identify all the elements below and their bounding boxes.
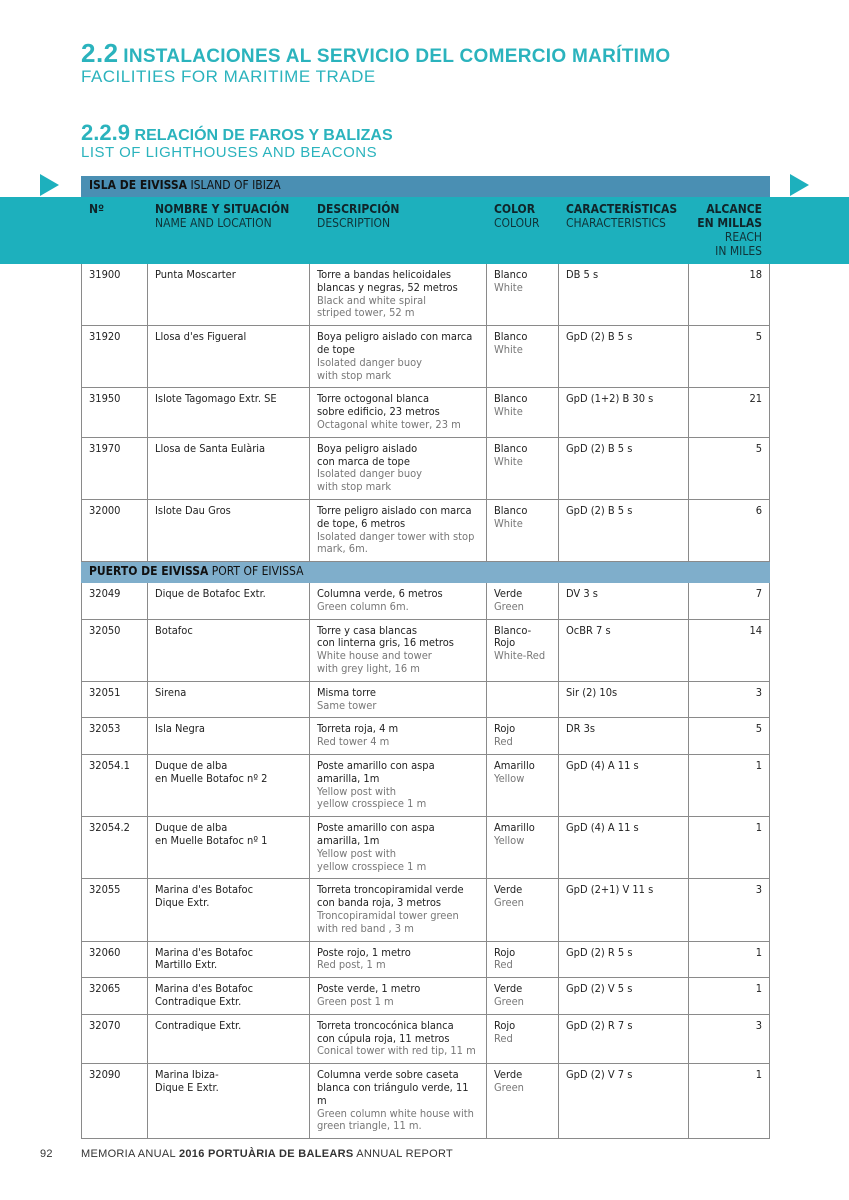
col-header-num: Nº [82,197,148,264]
table-row [82,264,770,326]
cell-reach: 6 [689,499,770,561]
desc-en-line: Green column white house with [317,1106,474,1120]
cell-characteristics: GpD (1+2) B 30 s [559,388,689,437]
footer-text-pre: MEMORIA ANUAL [81,1148,176,1160]
cell-num: 32055 [82,879,148,941]
page-footer [40,1148,453,1160]
cell-colour [487,681,559,718]
desc-en-line: Green post 1 m [317,994,394,1008]
name-line: Duque de alba [155,821,228,835]
section-title-es: PUERTO DE EIVISSA [89,564,209,578]
cell-characteristics: GpD (4) A 11 s [559,754,689,816]
desc-en-line: Isolated danger buoy [317,467,423,481]
section-title-es: ISLA DE EIVISSA [89,178,188,192]
cell-name [148,718,310,755]
desc-en-line: Isolated danger tower with stop [317,529,475,543]
cell-num: 32065 [82,978,148,1015]
desc-en-line: Black and white spiral [317,293,426,307]
cell-characteristics: DV 3 s [559,583,689,620]
cell-characteristics: GpD (2) V 5 s [559,978,689,1015]
cell-colour [487,754,559,816]
table-row [82,718,770,755]
colour-en: Green [494,994,524,1008]
cell-colour [487,583,559,620]
name-line: Islote Dau Gros [155,503,231,517]
desc-es-line: de tope, 6 metros [317,516,406,530]
name-line: Llosa d'es Figueral [155,330,247,344]
table-row [82,499,770,561]
cell-description [310,978,487,1015]
cell-num: 31950 [82,388,148,437]
section-title-en: PORT OF EIVISSA [211,564,304,578]
cell-description [310,941,487,978]
cell-num: 32054.2 [82,817,148,879]
subsection-title-en: LIST OF LIGHTHOUSES AND BEACONS [81,144,378,161]
cell-characteristics: GpD (2+1) V 11 s [559,879,689,941]
desc-es-line: Poste verde, 1 metro [317,982,421,996]
cell-num: 32051 [82,681,148,718]
desc-en-line: Troncopiramidal tower green [317,908,459,922]
cell-description [310,817,487,879]
cell-description [310,1014,487,1063]
colour-es: Rojo [494,722,516,736]
table-row [82,1064,770,1139]
subsection-number: 2.2.9 [81,120,130,145]
section-title [82,177,770,197]
desc-en-line: yellow crosspiece 1 m [317,797,427,811]
table-row [82,978,770,1015]
cell-characteristics: GpD (2) R 7 s [559,1014,689,1063]
desc-es-line: amarilla, 1m [317,771,380,785]
cell-reach: 5 [689,437,770,499]
cell-reach: 18 [689,264,770,326]
cell-colour [487,437,559,499]
cell-characteristics: OcBR 7 s [559,619,689,681]
cell-characteristics: GpD (2) B 5 s [559,326,689,388]
cell-description [310,583,487,620]
colour-es: Blanco [494,392,528,406]
lighthouse-table-port [81,562,770,1139]
desc-es-line: con banda roja, 3 metros [317,896,442,910]
cell-name [148,978,310,1015]
cell-name [148,754,310,816]
cell-reach: 1 [689,754,770,816]
cell-colour [487,978,559,1015]
desc-en-line: yellow crosspiece 1 m [317,859,427,873]
colour-en: Red [494,735,513,749]
desc-es-line: blanca con triángulo verde, 11 m [317,1080,469,1107]
colour-en: Green [494,896,524,910]
cell-name [148,879,310,941]
table-row [82,388,770,437]
table-row [82,1014,770,1063]
col-header-color: COLOR COLOUR [487,197,559,264]
col-header-char: CARACTERÍSTICAS CHARACTERISTICS [559,197,689,264]
desc-es-line: Torre y casa blancas [317,623,418,637]
cell-characteristics: GpD (4) A 11 s [559,817,689,879]
cell-description [310,326,487,388]
table-row [82,437,770,499]
cell-reach: 7 [689,583,770,620]
cell-colour [487,264,559,326]
cell-colour [487,388,559,437]
colour-es: Verde [494,883,523,897]
name-line: Marina d'es Botafoc [155,883,254,897]
name-line: en Muelle Botafoc nº 1 [155,833,268,847]
desc-es-line: sobre edificio, 23 metros [317,405,440,419]
name-line: Marina Ibiza- [155,1068,219,1082]
desc-es-line: con marca de tope [317,454,410,468]
colour-es: Blanco- Rojo [494,623,532,650]
cell-name [148,388,310,437]
colour-en: White [494,454,523,468]
cell-reach: 1 [689,978,770,1015]
cell-colour [487,1064,559,1139]
cell-reach: 3 [689,879,770,941]
cell-num: 32000 [82,499,148,561]
name-line: Dique Extr. [155,896,210,910]
colour-es: Verde [494,1068,523,1082]
name-line: Sirena [155,685,187,699]
section-row-island [82,177,770,197]
cell-num: 32049 [82,583,148,620]
cell-characteristics: DB 5 s [559,264,689,326]
colour-en: Red [494,1031,513,1045]
colour-en: Green [494,599,524,613]
desc-es-line: Boya peligro aislado con marca [317,330,473,344]
table-row [82,681,770,718]
cell-colour [487,499,559,561]
cell-num: 32070 [82,1014,148,1063]
cell-reach: 1 [689,1064,770,1139]
desc-es-line: Torreta troncocónica blanca [317,1018,454,1032]
name-line: Botafoc [155,623,193,637]
desc-en-line: with stop mark [317,368,392,382]
cell-name [148,1064,310,1139]
colour-es: Blanco [494,441,528,455]
cell-description [310,264,487,326]
cell-description [310,681,487,718]
col-header-reach: ALCANCE EN MILLAS REACH IN MILES [689,197,770,264]
col-header-name: NOMBRE Y SITUACIÓN NAME AND LOCATION [148,197,310,264]
desc-es-line: de tope [317,342,355,356]
desc-en-line: Yellow post with [317,846,396,860]
section-title-es: INSTALACIONES AL SERVICIO DEL COMERCIO MARÍTIMO [123,46,671,67]
desc-es-line: Torre octogonal blanca [317,392,430,406]
lighthouse-table-island [81,176,770,562]
cell-name [148,817,310,879]
cell-num: 32090 [82,1064,148,1139]
desc-es-line: con cúpula roja, 11 metros [317,1031,450,1045]
cell-name [148,941,310,978]
table-row [82,754,770,816]
colour-en: White [494,516,523,530]
name-line: Dique de Botafoc Extr. [155,587,266,600]
table-row [82,879,770,941]
cell-reach: 21 [689,388,770,437]
cell-name [148,326,310,388]
colour-es: Verde [494,587,523,600]
desc-en-line: White house and tower [317,649,432,663]
cell-name [148,264,310,326]
desc-es-line: blancas y negras, 52 metros [317,280,458,294]
name-line: Duque de alba [155,758,228,772]
cell-colour [487,1014,559,1063]
name-line: Isla Negra [155,722,205,736]
colour-es: Verde [494,982,523,996]
cell-characteristics: Sir (2) 10s [559,681,689,718]
subsection-title-es: RELACIÓN DE FAROS Y BALIZAS [134,127,393,144]
cell-colour [487,879,559,941]
desc-es-line: Columna verde, 6 metros [317,587,443,600]
table-row [82,619,770,681]
colour-es: Rojo [494,1018,516,1032]
table-row [82,941,770,978]
name-line: Islote Tagomago Extr. SE [155,392,277,406]
left-header-band [0,197,81,264]
desc-en-line: with grey light, 16 m [317,661,420,675]
table-row [82,326,770,388]
desc-en-line: Yellow post with [317,784,396,798]
cell-name [148,1014,310,1063]
name-line: Marina d'es Botafoc [155,982,254,996]
name-line: en Muelle Botafoc nº 2 [155,771,268,785]
cell-colour [487,619,559,681]
desc-en-line: mark, 6m. [317,542,368,556]
cell-num: 32053 [82,718,148,755]
desc-en-line: with stop mark [317,480,392,494]
cell-num: 32050 [82,619,148,681]
colour-en: White [494,405,523,419]
footer-text-bold: 2016 PORTUÀRIA DE BALEARS [178,1148,354,1160]
desc-en-line: Same tower [317,698,377,712]
desc-es-line: Torreta roja, 4 m [317,722,399,736]
page-number: 92 [40,1148,53,1160]
cell-name [148,437,310,499]
cell-characteristics: DR 3s [559,718,689,755]
cell-name [148,681,310,718]
name-line: Marina d'es Botafoc [155,945,254,959]
cell-reach: 1 [689,941,770,978]
col-header-desc: DESCRIPCIÓN DESCRIPTION [310,197,487,264]
cell-name [148,619,310,681]
left-arrow-icon [40,174,59,196]
desc-es-line: Torre peligro aislado con marca [317,503,472,517]
colour-es: Blanco [494,503,528,517]
cell-colour [487,326,559,388]
desc-en-line: green triangle, 11 m. [317,1119,422,1133]
section-title-en: ISLAND OF IBIZA [190,178,281,192]
cell-reach: 1 [689,817,770,879]
cell-description [310,879,487,941]
desc-en-line: Octagonal white tower, 23 m [317,417,461,431]
section-number: 2.2 [81,38,119,68]
name-line: Martillo Extr. [155,958,218,972]
right-arrow-icon [790,174,809,196]
colour-es: Amarillo [494,821,535,835]
name-line: Contradique Extr. [155,994,242,1008]
cell-description [310,388,487,437]
cell-name [148,499,310,561]
cell-num: 32054.1 [82,754,148,816]
section-title-en: FACILITIES FOR MARITIME TRADE [81,67,376,86]
name-line: Dique E Extr. [155,1080,219,1094]
column-header-row [82,197,770,264]
name-line: Llosa de Santa Eulària [155,441,266,455]
section-heading [81,38,801,87]
desc-es-line: Poste amarillo con aspa [317,758,435,772]
desc-en-line: Isolated danger buoy [317,355,423,369]
desc-en-line: Conical tower with red tip, 11 m [317,1044,476,1058]
colour-en: Red [494,958,513,972]
cell-characteristics: GpD (2) B 5 s [559,499,689,561]
colour-es: Rojo [494,945,516,959]
colour-en: Yellow [494,771,525,785]
cell-num: 32060 [82,941,148,978]
cell-num: 31900 [82,264,148,326]
desc-en-line: Red tower 4 m [317,735,390,749]
cell-description [310,499,487,561]
subsection-heading [81,120,801,161]
cell-colour [487,941,559,978]
cell-num: 31970 [82,437,148,499]
table-row [82,817,770,879]
desc-es-line: Boya peligro aislado [317,441,418,455]
cell-description [310,1064,487,1139]
desc-es-line: Columna verde sobre caseta [317,1068,459,1082]
desc-es-line: con linterna gris, 16 metros [317,636,454,650]
colour-en: White [494,342,523,356]
desc-es-line: Torre a bandas helicoidales [317,268,452,281]
name-line: Contradique Extr. [155,1018,242,1032]
cell-reach: 3 [689,1014,770,1063]
desc-es-line: Poste amarillo con aspa [317,821,435,835]
desc-en-line: with red band , 3 m [317,921,414,935]
desc-es-line: amarilla, 1m [317,833,380,847]
footer-text-post: ANNUAL REPORT [356,1148,454,1160]
desc-es-line: Torreta troncopiramidal verde [317,883,464,897]
cell-characteristics: GpD (2) V 7 s [559,1064,689,1139]
cell-reach: 3 [689,681,770,718]
colour-en: White [494,280,523,294]
cell-colour [487,817,559,879]
cell-colour [487,718,559,755]
colour-en: Yellow [494,833,525,847]
cell-characteristics: GpD (2) R 5 s [559,941,689,978]
colour-es: Amarillo [494,758,535,772]
cell-description [310,754,487,816]
section-row-port [82,563,770,583]
colour-es: Blanco [494,330,528,344]
table-row [82,583,770,620]
cell-characteristics: GpD (2) B 5 s [559,437,689,499]
cell-reach: 5 [689,718,770,755]
colour-en: Green [494,1080,524,1094]
desc-es-line: Poste rojo, 1 metro [317,945,411,959]
cell-name [148,583,310,620]
cell-description [310,718,487,755]
right-header-band [769,197,849,264]
cell-description [310,619,487,681]
cell-reach: 5 [689,326,770,388]
cell-reach: 14 [689,619,770,681]
colour-es: Blanco [494,268,528,281]
desc-en-line: striped tower, 52 m [317,306,415,320]
desc-en-line: Red post, 1 m [317,958,386,972]
name-line: Punta Moscarter [155,268,236,281]
cell-num: 31920 [82,326,148,388]
section-title [82,563,770,583]
desc-es-line: Misma torre [317,685,377,699]
desc-en-line: Green column 6m. [317,599,409,613]
colour-en: White-Red [494,649,546,663]
cell-description [310,437,487,499]
